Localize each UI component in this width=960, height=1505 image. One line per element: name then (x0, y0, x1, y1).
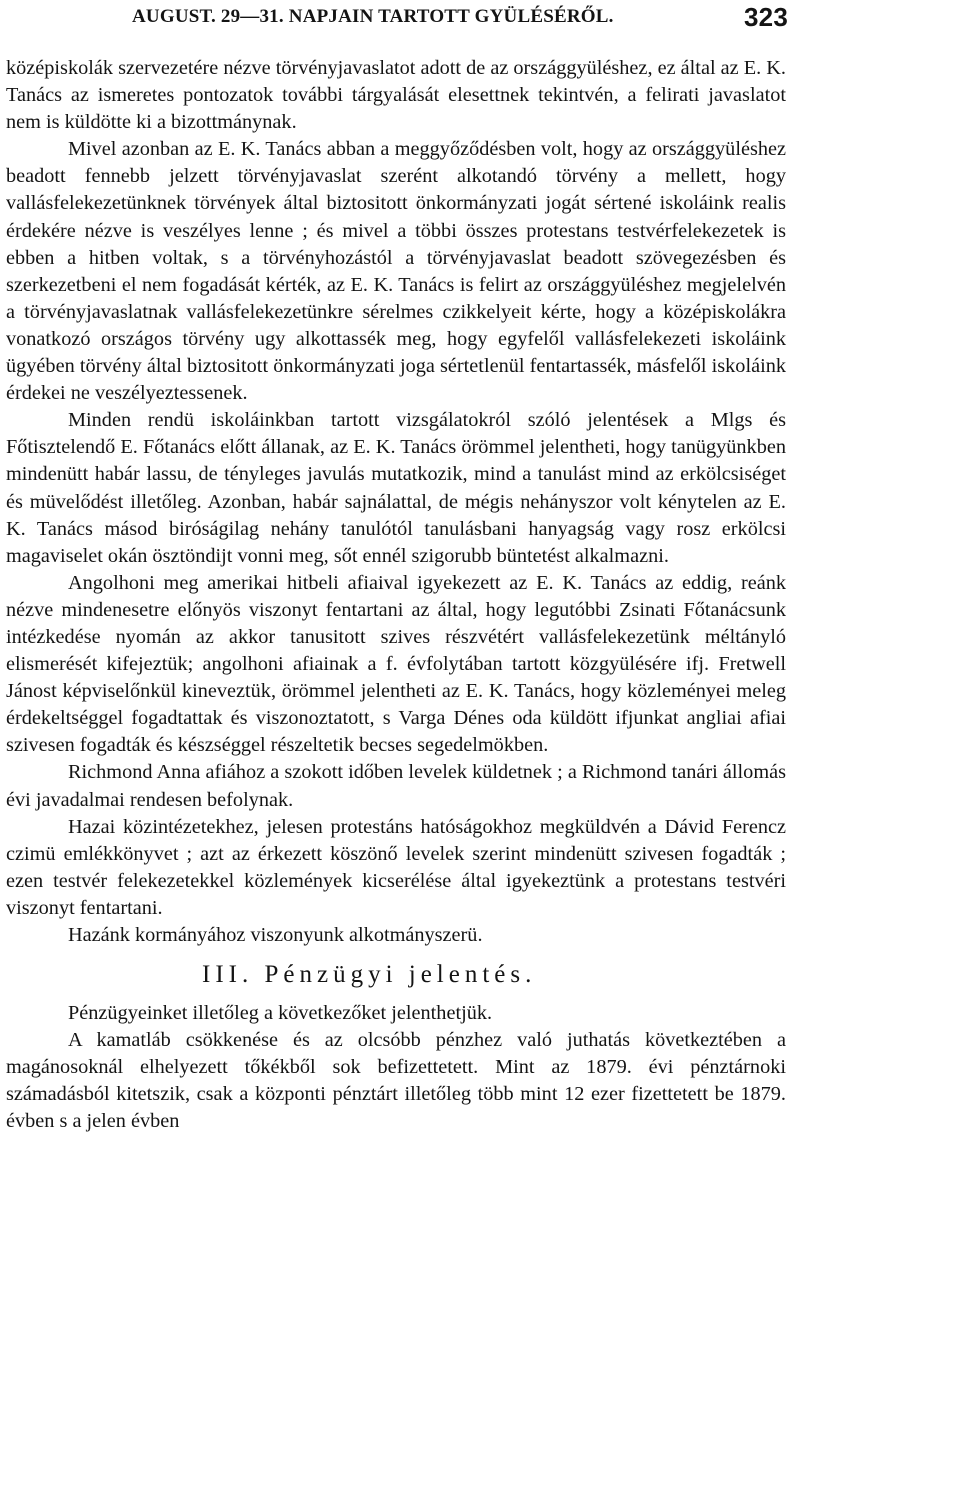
paragraph: Mivel azonban az E. K. Tanács abban a meggyőződésben volt, hogy az országgyüléshez beadott fennebb jelzett törvényjavaslat szerént alkotandó törvény a mellett, hogy vallásfelekezetünknek törvények által biztositott önkormányzati jogát sértené iskoláink realis érdekére nézve is veszélyes lenne ; és mivel a többi összes protestans testvérfelekezetek is ebben a hitben voltak, s a törvényhozástól a törvényjavaslat beadott szövegezésben és szerkezetbeni el nem fogadását kérték, az E. K. Tanács is felirt az országgyüléshez megjelelvén a törvényjavaslatnak vallásfelekezetünkre sérelmes czikkelyeit kérte, hogy a középiskolákra vonatkozó országos törvény ugy alkottassék meg, hogy egyfelől vallásfelekezeti iskoláink ügyében törvény által biztositott önkormányzati joga sértetlenül fentartassék, másfelől iskoláink érdekei ne veszélyeztessenek. (6, 138, 786, 405)
paragraph: A kamatláb csökkenése és az olcsóbb pénzhez való juthatás következtében a magánosoknál elhelyezett tőkékből sok befizettetett. Mint az 1879. évi pénztárnoki számadásból kitetszik, csak a központi pénztárt illetőleg több mint 12 ezer fizettetett be 1879. évben s a jelen évben (6, 1029, 786, 1133)
page-number: 323 (744, 2, 788, 32)
paragraph: Hazai közintézetekhez, jelesen protestáns hatóságokhoz megküldvén a Dávid Ferencz czimü emlékkönyvet ; azt az érkezett köszönő levelek szerint mindenütt szivesen fogadták ; ezen testvér felekezetekkel közlemények kicserélése által igyekeztünk a protestans testvéri viszonyt fentartani. (6, 815, 786, 919)
section-heading: III. Pénzügyi jelentés. (202, 961, 537, 989)
paragraph: Hazánk kormányához viszonyunk alkotmányszerü. (68, 924, 483, 946)
paragraph: Minden rendü iskoláinkban tartott vizsgálatokról szóló jelentések a Mlgs és Főtisztelendő E. Főtanács előtt állanak, az E. K. Tanács örömmel jelentheti, hogy tanügyünkben mindenütt habár lassu, de tényleges javulás mutatkozik, mind a tanulást mind az erkölcsiséget és müvelődést illetőleg. Azonban, habár sajnálattal, de mégis nehányszor volt kénytelen az E. K. Tanács másod biróságilag nehány tanulótól tanulásbani hanyagság vagy rosz erkölcsi magaviselet okán ösztöndijt vonni meg, sőt ennél szigorubb büntetést alkalmazni. (6, 409, 786, 567)
paragraph: Richmond Anna afiához a szokott időben levelek küldetnek ; a Richmond tanári állomás évi javadalmai rendesen befolynak. (6, 761, 786, 811)
paragraph: Pénzügyeinket illetőleg a következőket jelenthetjük. (68, 1002, 493, 1025)
running-title: AUGUST. 29—31. NAPJAIN TARTOTT GYÜLÉSÉRŐL. (132, 6, 614, 27)
paragraph-continuation: középiskolák szervezetére nézve törvényjavaslatot adott de az országgyüléshez, ez által az E. K. Tanács az ismeretes pontozatok további tárgyalását elesettnek tekintvén, a felirati javaslatot nem is küldötte ki a bizottmánynak. (6, 57, 786, 134)
body-text (6, 55, 786, 1136)
paragraph: Angolhoni meg amerikai hitbeli afiaival igyekezett az E. K. Tanács az eddig, reánk nézve mindenesetre előnyös viszonyt fentartani az által, hogy legutóbbi Zsinati Főtanácsunk intézkedése nyomán az akkor tanusitott szives részvétért vallásfelekezetünk méltányló elismerését kifejeztük; angolhoni afiainak a f. évfolytában tartott közgyülésére ifj. Fretwell Jánost képviselőnkül kineveztük, örömmel jelentheti az E. K. Tanács, hogy közleményei meleg érdekeltséggel fogadtattak és viszonoztatott, s Varga Dénes oda küldött ifjunkat angliai afiai szivesen fogadták és készséggel részeltetik becses segedelmökben. (6, 571, 786, 757)
running-head (6, 0, 786, 40)
book-page (6, 0, 786, 1136)
